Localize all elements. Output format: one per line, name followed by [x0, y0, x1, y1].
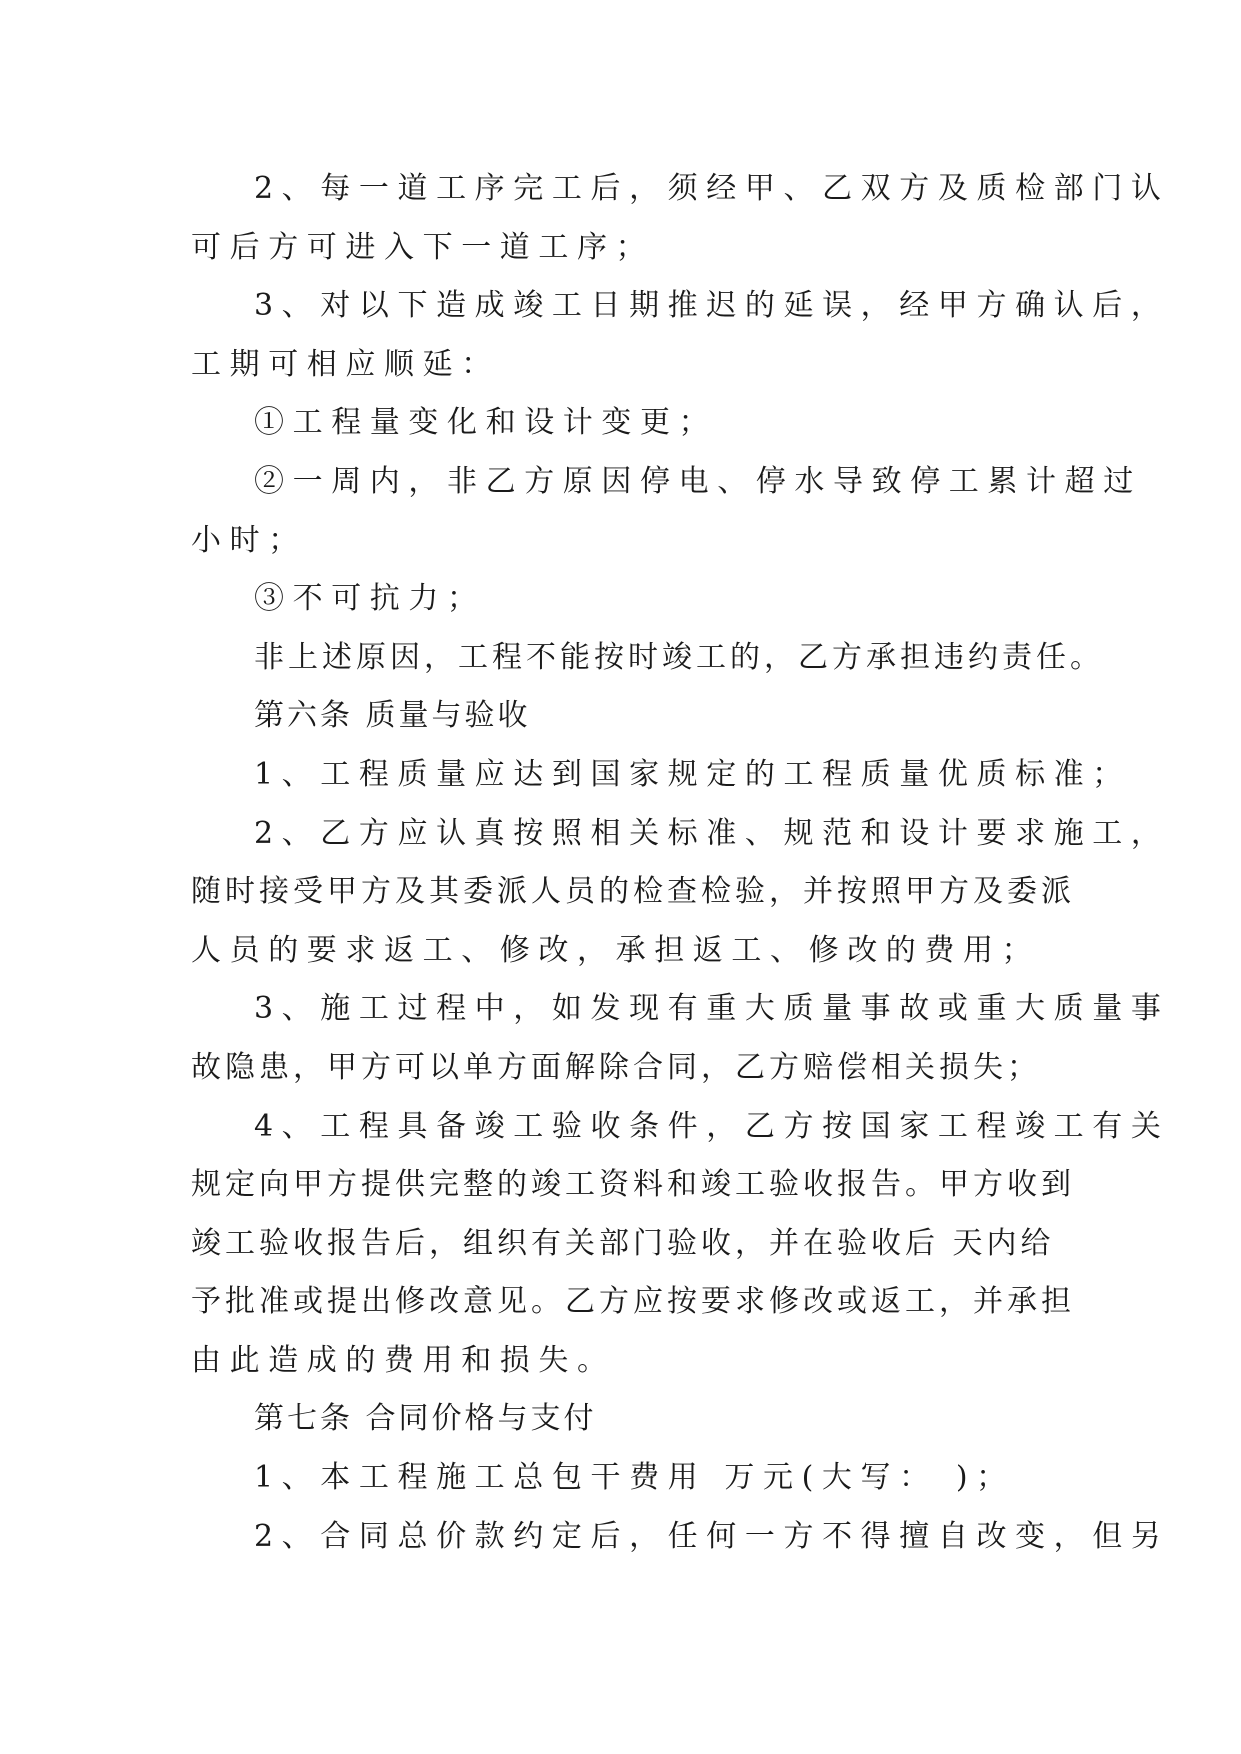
- text-line: 3、施工过程中，如发现有重大质量事故或重大质量事: [254, 991, 1170, 1027]
- text-line: 1、本工程施工总包干费用 万元(大写： )；: [254, 1460, 1015, 1496]
- text-line: 予批准或提出修改意见。乙方应按要求修改或返工，并承担: [191, 1284, 1075, 1320]
- text-line: 3、对以下造成竣工日期推迟的延误，经甲方确认后，: [254, 288, 1170, 324]
- text-line: 可后方可进入下一道工序；: [191, 229, 655, 265]
- text-line: 1、工程质量应达到国家规定的工程质量优质标准；: [254, 756, 1131, 792]
- text-line: 由此造成的费用和损失。: [191, 1342, 616, 1378]
- text-line: 工期可相应顺延：: [191, 346, 500, 382]
- text-line: 2、每一道工序完工后，须经甲、乙双方及质检部门认: [254, 171, 1170, 206]
- text-line: 2、合同总价款约定后，任何一方不得擅自改变，但另: [254, 1518, 1170, 1554]
- text-line: ②一周内，非乙方原因停电、停水导致停工累计超过: [254, 463, 1142, 499]
- text-line: ①工程量变化和设计变更；: [254, 405, 718, 441]
- text-line: 随时接受甲方及其委派人员的检查检验，并按照甲方及委派: [191, 874, 1075, 910]
- text-line: 非上述原因，工程不能按时竣工的，乙方承担违约责任。: [254, 639, 1104, 675]
- text-line: 人员的要求返工、修改，承担返工、修改的费用；: [191, 932, 1041, 968]
- text-line: 竣工验收报告后，组织有关部门验收，并在验收后 天内给: [191, 1225, 1055, 1261]
- text-line: 故隐患，甲方可以单方面解除合同，乙方赔偿相关损失；: [191, 1049, 1041, 1085]
- text-line: 2、乙方应认真按照相关标准、规范和设计要求施工，: [254, 815, 1170, 851]
- text-line: ③不可抗力；: [254, 581, 486, 617]
- document-body: [191, 160, 1170, 1566]
- section-heading: 第七条 合同价格与支付: [254, 1401, 597, 1437]
- text-line: 规定向甲方提供完整的竣工资料和竣工验收报告。甲方收到: [191, 1167, 1075, 1203]
- text-line: 4、工程具备竣工验收条件，乙方按国家工程竣工有关: [254, 1108, 1170, 1144]
- text-line: 小时；: [191, 522, 307, 558]
- section-heading: 第六条 质量与验收: [254, 698, 531, 734]
